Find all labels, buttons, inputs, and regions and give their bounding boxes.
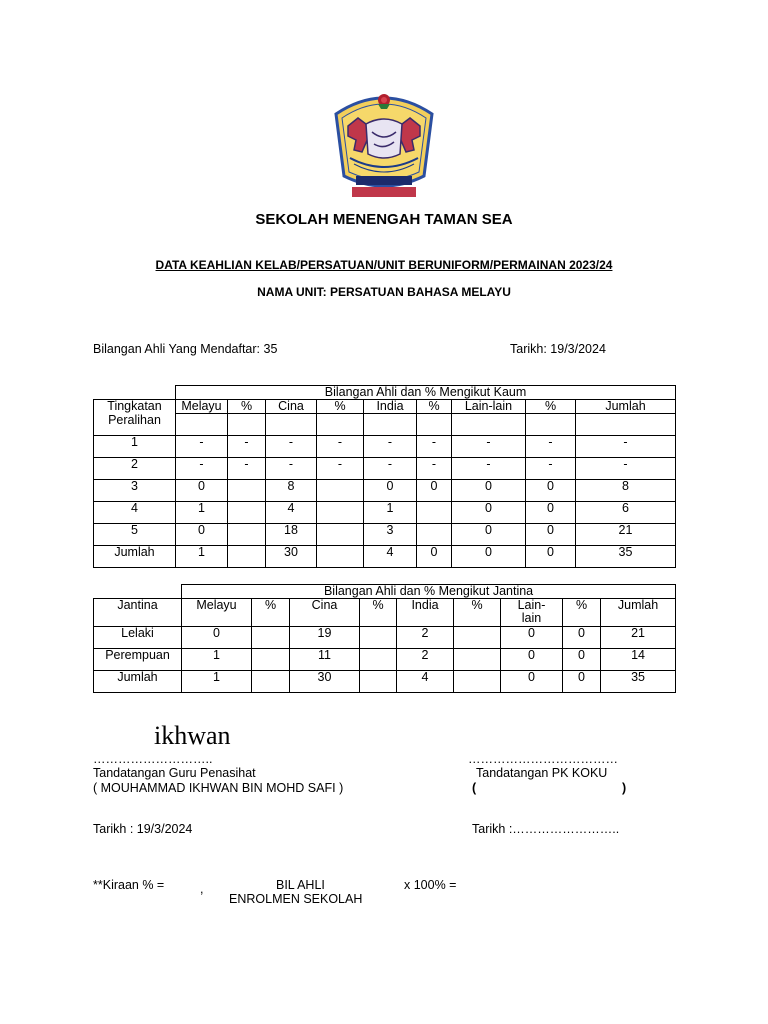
rose-crest xyxy=(378,94,390,109)
table-cell: 0 xyxy=(501,649,563,671)
table-row xyxy=(94,546,676,568)
table-cell xyxy=(417,502,452,524)
race-header-cell: Melayu xyxy=(176,400,228,414)
table-cell: 30 xyxy=(290,671,360,693)
table-cell: - xyxy=(176,436,228,458)
advisor-signature-label: Tandatangan Guru Penasihat xyxy=(93,766,256,780)
table-row xyxy=(94,671,676,693)
table-cell xyxy=(228,524,266,546)
table-cell xyxy=(252,627,290,649)
table-cell: 0 xyxy=(526,502,576,524)
table-cell: 0 xyxy=(417,546,452,568)
school-name: SEKOLAH MENENGAH TAMAN SEA xyxy=(255,211,513,228)
race-header-cell: % xyxy=(317,400,364,414)
table-cell: - xyxy=(266,458,317,480)
table-cell xyxy=(252,649,290,671)
formula-denominator: ENROLMEN SEKOLAH xyxy=(229,892,363,906)
table-cell xyxy=(417,524,452,546)
race-header-cell: Cina xyxy=(266,400,317,414)
table-row xyxy=(94,480,676,502)
table-row xyxy=(94,524,676,546)
document-title: DATA KEAHLIAN KELAB/PERSATUAN/UNIT BERUNIFORM/PERMAINAN 2023/24 xyxy=(155,258,613,272)
table-cell: 21 xyxy=(576,524,676,546)
table-cell xyxy=(228,502,266,524)
table-cell: 0 xyxy=(452,524,526,546)
table-cell xyxy=(454,627,501,649)
gender-header-cell: % xyxy=(252,599,290,627)
table-cell: 0 xyxy=(563,671,601,693)
table-cell: 11 xyxy=(290,649,360,671)
unit-name: NAMA UNIT: PERSATUAN BAHASA MELAYU xyxy=(257,285,511,299)
table-cell: 1 xyxy=(176,502,228,524)
table-cell: 35 xyxy=(576,546,676,568)
table-row xyxy=(94,649,676,671)
table-cell: - xyxy=(228,436,266,458)
race-table-caption: Bilangan Ahli dan % Mengikut Kaum xyxy=(176,386,676,400)
gender-table xyxy=(93,584,676,693)
table-cell: 3 xyxy=(94,480,176,502)
table-cell: - xyxy=(576,458,676,480)
gender-header-cell: India xyxy=(397,599,454,627)
table-cell: 18 xyxy=(266,524,317,546)
race-header-cell: Jumlah xyxy=(576,400,676,414)
date-top: Tarikh: 19/3/2024 xyxy=(510,342,606,356)
members-registered: Bilangan Ahli Yang Mendaftar: 35 xyxy=(93,342,278,356)
table-cell: - xyxy=(452,458,526,480)
pk-koku-name-open: ( xyxy=(472,781,477,795)
table-cell: 0 xyxy=(452,502,526,524)
table-cell xyxy=(317,480,364,502)
pk-koku-name-close: ) xyxy=(622,781,627,795)
school-logo xyxy=(326,84,442,206)
table-cell: - xyxy=(452,436,526,458)
table-cell: - xyxy=(576,436,676,458)
table-cell: 4 xyxy=(266,502,317,524)
gender-header-cell: Cina xyxy=(290,599,360,627)
table-cell: 14 xyxy=(601,649,676,671)
table-cell: - xyxy=(266,436,317,458)
table-cell: 0 xyxy=(526,480,576,502)
table-cell xyxy=(360,649,397,671)
table-cell: 0 xyxy=(176,480,228,502)
table-cell: 2 xyxy=(94,458,176,480)
table-cell xyxy=(360,671,397,693)
table-cell: 1 xyxy=(176,546,228,568)
table-cell: 30 xyxy=(266,546,317,568)
race-header-cell: Tingkatan xyxy=(94,400,176,414)
table-cell: 0 xyxy=(176,524,228,546)
table-cell: 6 xyxy=(576,502,676,524)
table-row xyxy=(94,502,676,524)
table-row xyxy=(94,436,676,458)
gender-header-cell: Jantina xyxy=(94,599,182,627)
table-cell: 0 xyxy=(526,524,576,546)
table-cell xyxy=(317,502,364,524)
formula-multiplier: x 100% = xyxy=(404,878,457,892)
table-cell: - xyxy=(317,436,364,458)
race-header-cell: % xyxy=(417,400,452,414)
race-subheader-cell: Peralihan xyxy=(94,414,176,436)
gender-header-cell: Lain- lain xyxy=(501,599,563,627)
table-cell: 4 xyxy=(364,546,417,568)
table-cell: - xyxy=(364,458,417,480)
table-cell: 0 xyxy=(417,480,452,502)
table-cell: - xyxy=(526,436,576,458)
pk-koku-date: Tarikh :…………………….. xyxy=(472,822,620,836)
table-cell: 35 xyxy=(601,671,676,693)
table-cell xyxy=(317,546,364,568)
table-cell: 4 xyxy=(94,502,176,524)
table-row xyxy=(94,458,676,480)
table-cell: 2 xyxy=(397,649,454,671)
table-cell: - xyxy=(317,458,364,480)
table-cell: Jumlah xyxy=(94,546,176,568)
table-cell: 1 xyxy=(182,671,252,693)
table-cell: 5 xyxy=(94,524,176,546)
race-header-cell: % xyxy=(228,400,266,414)
table-cell: 2 xyxy=(397,627,454,649)
race-table xyxy=(93,385,676,568)
table-cell: - xyxy=(417,436,452,458)
table-cell: 1 xyxy=(364,502,417,524)
table-cell: Jumlah xyxy=(94,671,182,693)
table-cell: Lelaki xyxy=(94,627,182,649)
table-cell xyxy=(252,671,290,693)
gender-header-cell: % xyxy=(454,599,501,627)
table-cell: 3 xyxy=(364,524,417,546)
table-cell: 4 xyxy=(397,671,454,693)
table-cell: 21 xyxy=(601,627,676,649)
table-cell: - xyxy=(417,458,452,480)
table-cell: 0 xyxy=(452,546,526,568)
table-cell: 0 xyxy=(182,627,252,649)
table-cell: 0 xyxy=(501,627,563,649)
table-cell xyxy=(228,480,266,502)
table-cell xyxy=(454,671,501,693)
table-cell: 0 xyxy=(501,671,563,693)
signature-line-left: ……………………….. xyxy=(93,752,213,766)
formula-label: **Kiraan % = xyxy=(93,878,165,892)
gender-header-cell: Jumlah xyxy=(601,599,676,627)
table-cell: - xyxy=(228,458,266,480)
table-cell: - xyxy=(364,436,417,458)
gender-header-cell: % xyxy=(563,599,601,627)
gender-header-cell: Melayu xyxy=(182,599,252,627)
race-header-cell: Lain-lain xyxy=(452,400,526,414)
table-cell: - xyxy=(526,458,576,480)
formula-comma: , xyxy=(200,882,204,896)
table-cell: 0 xyxy=(526,546,576,568)
table-cell xyxy=(317,524,364,546)
race-header-cell: India xyxy=(364,400,417,414)
race-table-corner xyxy=(94,386,176,400)
table-cell: 0 xyxy=(452,480,526,502)
table-cell: 0 xyxy=(364,480,417,502)
race-header-cell: % xyxy=(526,400,576,414)
table-cell: 8 xyxy=(576,480,676,502)
advisor-date: Tarikh : 19/3/2024 xyxy=(93,822,193,836)
table-cell: - xyxy=(176,458,228,480)
pk-koku-signature-label: Tandatangan PK KOKU xyxy=(476,766,608,780)
handwritten-signature: ikhwan xyxy=(154,721,231,750)
gender-header-cell: % xyxy=(360,599,397,627)
table-cell: 1 xyxy=(182,649,252,671)
gender-table-caption: Bilangan Ahli dan % Mengikut Jantina xyxy=(182,585,676,599)
table-cell xyxy=(360,627,397,649)
table-cell xyxy=(228,546,266,568)
advisor-name: ( MOUHAMMAD IKHWAN BIN MOHD SAFI ) xyxy=(93,781,344,795)
table-cell: 0 xyxy=(563,627,601,649)
table-cell xyxy=(454,649,501,671)
formula-numerator: BIL AHLI xyxy=(276,878,325,892)
table-row xyxy=(94,627,676,649)
table-cell: 1 xyxy=(94,436,176,458)
table-cell: 0 xyxy=(563,649,601,671)
gender-table-corner xyxy=(94,585,182,599)
signature-line-right: ……………………………… xyxy=(468,752,618,766)
table-cell: 19 xyxy=(290,627,360,649)
table-cell: 8 xyxy=(266,480,317,502)
table-cell: Perempuan xyxy=(94,649,182,671)
